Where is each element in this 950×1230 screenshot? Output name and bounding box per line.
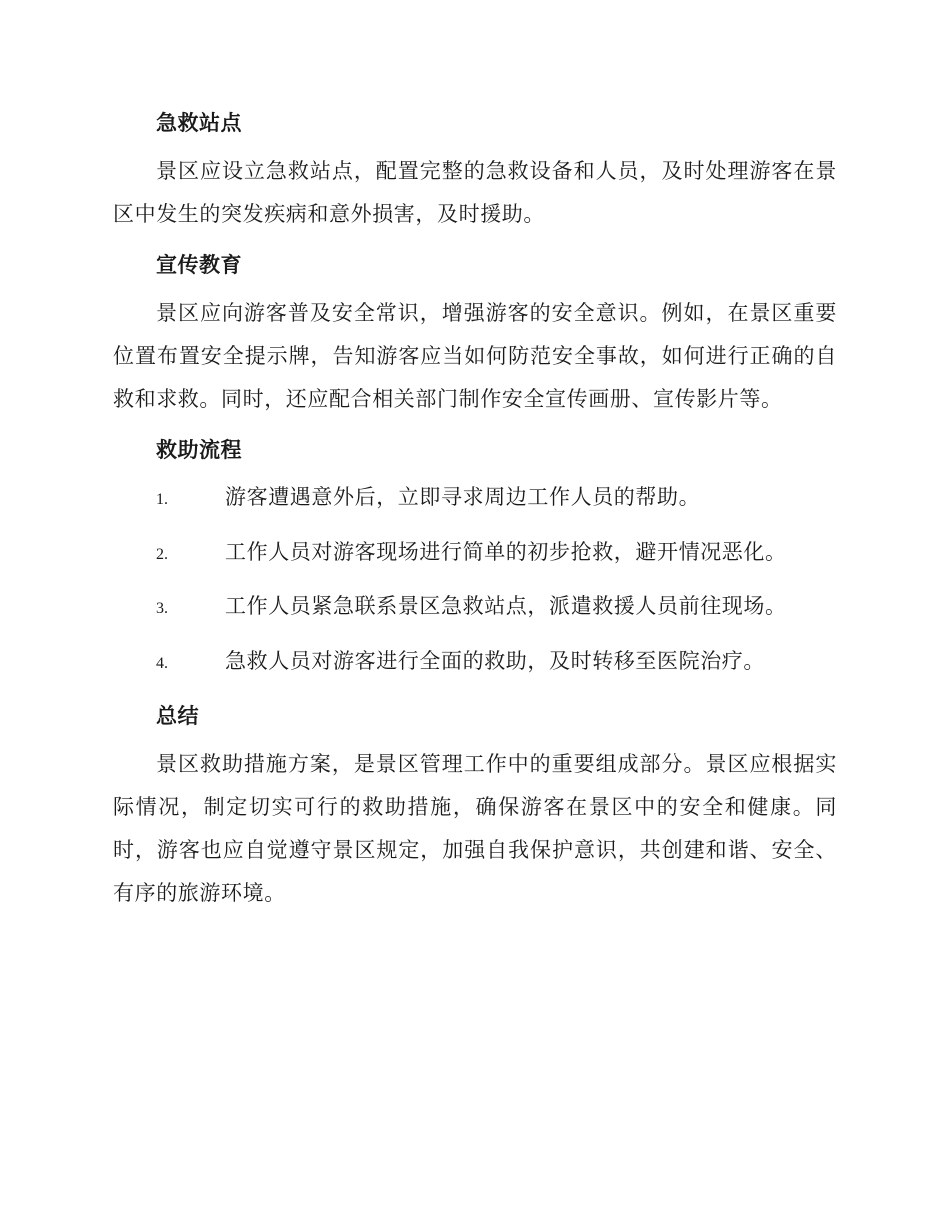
list-item (113, 536, 837, 591)
list-text: 急救人员对游客进行全面的救助，及时转移至医院治疗。 (225, 648, 765, 673)
list-number: 1. (156, 491, 168, 508)
list-text: 游客遭遇意外后，立即寻求周边工作人员的帮助。 (225, 485, 701, 509)
list-text: 工作人员紧急联系景区急救站点，派遣救援人员前往现场。 (225, 594, 787, 618)
section-heading: 救助流程 (156, 438, 242, 462)
section-paragraph: 景区应设立急救站点，配置完整的急救设备和人员，及时处理游客在景区中发生的突发疾病和意外损害，及时援助。 (113, 159, 837, 226)
section-paragraph: 景区应向游客普及安全常识，增强游客的安全意识。例如，在景区重要位置布置安全提示牌，告知游客应当如何防范安全事故，如何进行正确的自救和求救。同时，还应配合相关部门制作安全宣传画册、宣传影片等。 (113, 301, 837, 411)
list-number: 4. (156, 654, 168, 672)
section-heading: 宣传教育 (156, 253, 242, 277)
section-first-aid (113, 108, 837, 236)
list-item (113, 645, 837, 700)
section-summary (113, 701, 837, 915)
list-item (113, 481, 837, 536)
section-heading: 急救站点 (156, 111, 242, 135)
document-page (113, 108, 837, 915)
section-rescue-process (113, 435, 837, 699)
section-paragraph: 景区救助措施方案，是景区管理工作中的重要组成部分。景区应根据实际情况，制定切实可行的救助措施，确保游客在景区中的安全和健康。同时，游客也应自觉遵守景区规定，加强自我保护意识，共创建和谐、安全、有序的旅游环境。 (113, 752, 837, 905)
list-number: 2. (156, 545, 168, 563)
rescue-steps-list (113, 481, 837, 699)
list-text: 工作人员对游客现场进行简单的初步抢救，避开情况恶化。 (225, 539, 787, 564)
section-heading: 总结 (156, 704, 199, 728)
section-education (113, 250, 837, 421)
list-number: 3. (156, 600, 168, 617)
list-item (113, 590, 837, 645)
